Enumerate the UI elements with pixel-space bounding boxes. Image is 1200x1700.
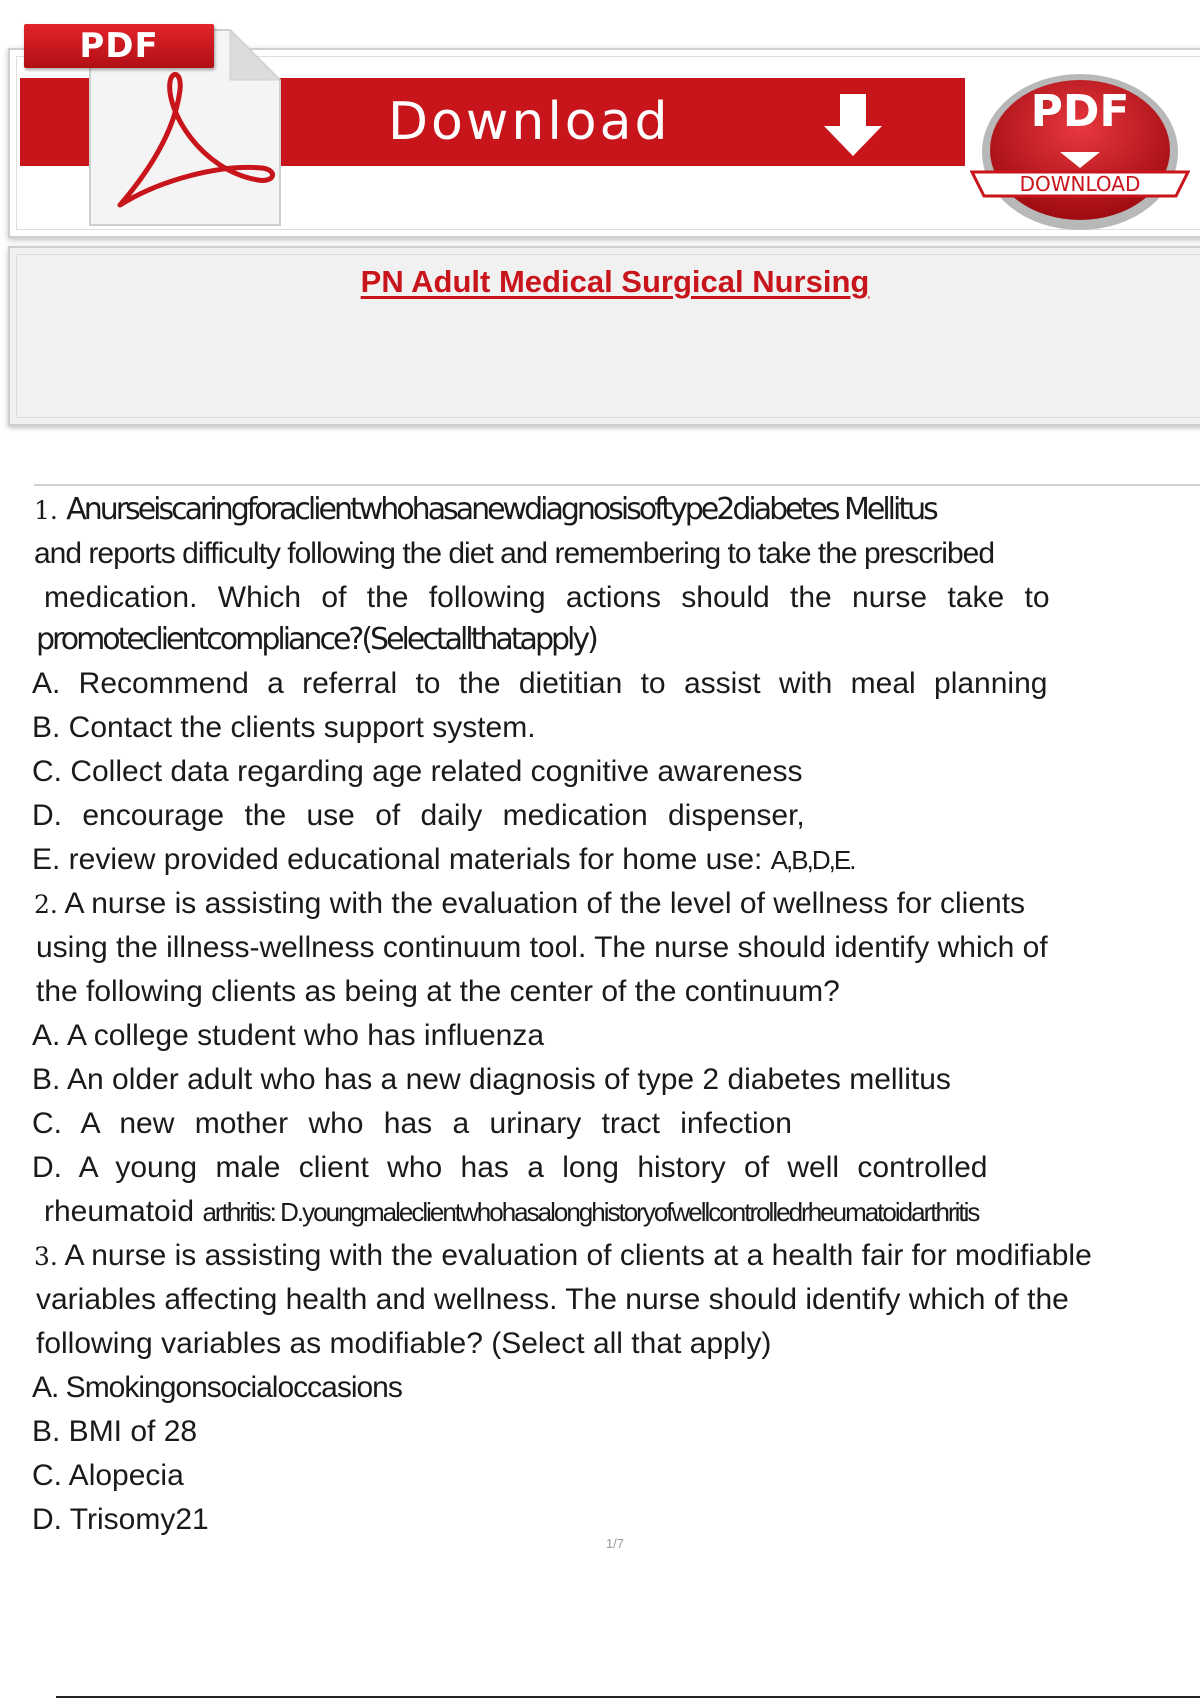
question-number: 1. [34, 496, 58, 525]
question-1-stem-line: promoteclientcompliance?(Selectallthatapply) [36, 622, 596, 657]
answer-option: C. Alopecia [32, 1459, 184, 1492]
question-3-line-1 [34, 1234, 1092, 1279]
answer-option: A. Recommend a referral to the dietitian to assist with meal planning [32, 667, 1048, 700]
question-2-line-1 [34, 882, 1025, 927]
question-2-stem-line: the following clients as being at the center of the continuum? [36, 975, 840, 1008]
answer-option: D. A young male client who has a long history of well controlled [32, 1151, 988, 1184]
answer-option: D. Trisomy21 [32, 1503, 209, 1536]
option-continuation: rheumatoid [44, 1195, 195, 1228]
bottom-divider [56, 1696, 1200, 1698]
question-1-stem-line: and reports difficulty following the diet and remembering to take the prescribed [34, 537, 995, 570]
badge-title: PDF [1030, 86, 1130, 137]
question-3-stem: A nurse is assisting with the evaluation of clients at a health fair for modifiable [64, 1239, 1092, 1272]
answer-key: arthritis: D.youngmaleclientwhohasalonghistoryofwellcontrolledrheumatoidarthritis [202, 1197, 979, 1227]
question-3-stem-line: variables affecting health and wellness. The nurse should identify which of the [36, 1283, 1069, 1316]
download-label[interactable]: Download [388, 92, 671, 152]
page-indicator: 1/7 [605, 1536, 625, 1551]
answer-key: A,B,D,E. [770, 845, 855, 875]
question-1-stem-line: medication. Which of the following actions should the nurse take to [44, 581, 1050, 614]
question-1-stem: Anurseiscaringforaclientwhohasanewdiagnosisoftype2diabetes Mellitus [66, 492, 936, 527]
question-number: 2. [34, 890, 58, 919]
answer-option: D. encourage the use of daily medication dispenser, [32, 799, 805, 832]
pdf-download-badge-icon[interactable] [970, 64, 1190, 234]
document-title-link[interactable]: PN Adult Medical Surgical Nursing [360, 264, 870, 299]
question-2-stem-line: using the illness-wellness continuum tool. The nurse should identify which of [36, 931, 1048, 964]
pdf-tag: PDF [24, 24, 214, 68]
download-arrow-icon [820, 92, 886, 158]
answer-option: C. Collect data regarding age related cognitive awareness [32, 755, 803, 788]
divider [34, 484, 1200, 486]
answer-option: C. A new mother who has a urinary tract infection [32, 1107, 792, 1140]
answer-option-continued [44, 1190, 978, 1234]
answer-option-with-key [32, 838, 854, 882]
answer-option: B. An older adult who has a new diagnosis of type 2 diabetes mellitus [32, 1063, 951, 1096]
answer-option: A. Smokingonsocialoccasions [32, 1371, 402, 1404]
answer-option: A. A college student who has influenza [32, 1019, 545, 1052]
question-3-stem-line: following variables as modifiable? (Select all that apply) [36, 1327, 772, 1360]
answer-option: E. review provided educational materials for home use: [32, 843, 763, 876]
question-number: 3. [34, 1242, 58, 1271]
question-1-line-1 [34, 488, 936, 533]
answer-option: B. Contact the clients support system. [32, 711, 536, 744]
question-2-stem: A nurse is assisting with the evaluation of the level of wellness for clients [64, 887, 1026, 920]
badge-subtitle: DOWNLOAD [1019, 172, 1141, 196]
answer-option: B. BMI of 28 [32, 1415, 198, 1448]
